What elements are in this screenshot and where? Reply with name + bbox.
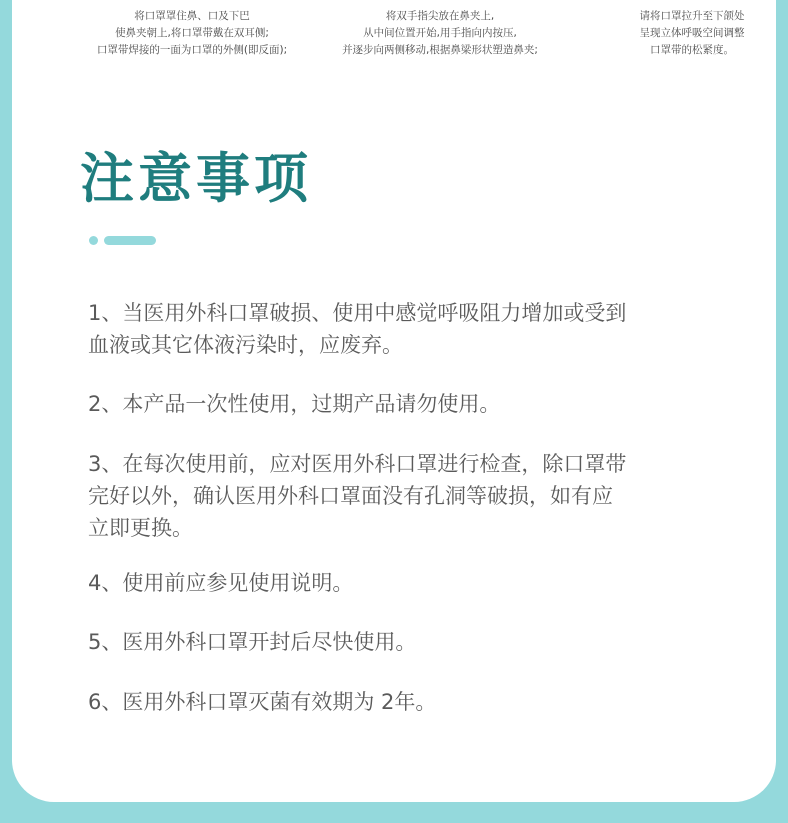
precaution-item-2: [88, 388, 728, 420]
precaution-item-5: [88, 626, 728, 658]
step-2-line-1: 将双手指尖放在鼻夹上,: [385, 10, 495, 22]
decor-bar: [104, 236, 156, 245]
precaution-item-3: [88, 448, 728, 544]
precaution-3-line-2: 完好以外，确认医用外科口罩面没有孔洞等破损，如有应: [88, 484, 613, 508]
precaution-2-line-1: 2、本产品一次性使用，过期产品请勿使用。: [88, 392, 501, 416]
step-3-line-3: 口罩带的松紧度。: [650, 44, 734, 56]
decor-dot: [89, 236, 98, 245]
step-1-line-1: 将口罩罩住鼻、口及下巴: [134, 10, 250, 22]
precaution-item-4: [88, 567, 728, 599]
precaution-6-line-1: 6、医用外科口罩灭菌有效期为 2年。: [88, 690, 437, 714]
step-2-line-2: 从中间位置开始,用手指向内按压,: [363, 27, 517, 39]
precaution-4-line-1: 4、使用前应参见使用说明。: [88, 571, 354, 595]
precaution-item-1: [88, 297, 728, 361]
step-1-line-3: 口罩带焊接的一面为口罩的外侧(即反面);: [96, 44, 288, 56]
step-1-line-2: 使鼻夹朝上,将口罩带戴在双耳侧;: [115, 27, 269, 39]
step-instruction-1: [44, 8, 340, 59]
step-3-line-1: 请将口罩拉升至下颌处: [639, 10, 745, 22]
precaution-3-line-1: 3、在每次使用前，应对医用外科口罩进行检查，除口罩带: [88, 452, 627, 476]
precaution-1-line-1: 1、当医用外科口罩破损、使用中感觉呼吸阻力增加或受到: [88, 301, 627, 325]
section-title: 注意事项: [80, 147, 312, 210]
step-instruction-2: [312, 8, 568, 59]
step-3-line-2: 呈现立体呼吸空间调整: [639, 27, 745, 39]
precaution-1-line-2: 血液或其它体液污染时，应废弃。: [88, 333, 403, 357]
precaution-5-line-1: 5、医用外科口罩开封后尽快使用。: [88, 630, 417, 654]
step-instruction-3: [597, 8, 787, 59]
step-2-line-3: 并逐步向两侧移动,根据鼻梁形状塑造鼻夹;: [342, 44, 538, 56]
content-card: [12, 0, 776, 802]
precaution-item-6: [88, 686, 728, 718]
precaution-3-line-3: 立即更换。: [88, 516, 193, 540]
